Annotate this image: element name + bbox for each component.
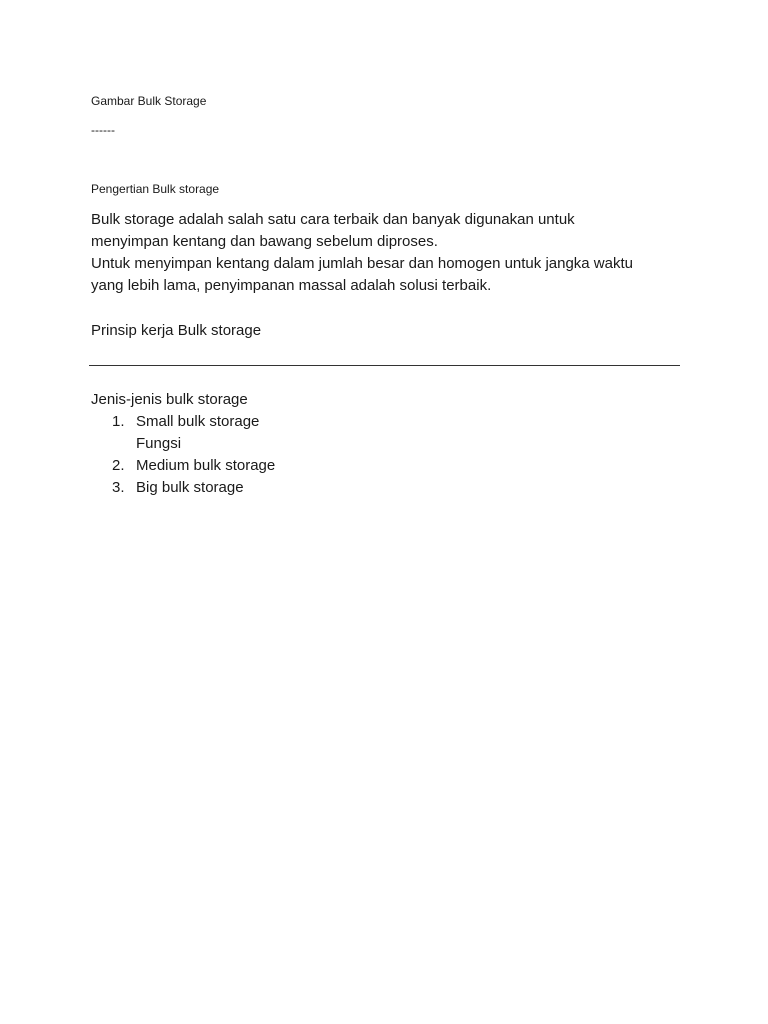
paragraph-line: yang lebih lama, penyimpanan massal adalah solusi terbaik. <box>91 277 492 294</box>
paragraph-line: Bulk storage adalah salah satu cara terbaik dan banyak digunakan untuk <box>91 211 575 228</box>
list-item <box>91 477 691 499</box>
heading-prinsip: Prinsip kerja Bulk storage <box>91 322 262 339</box>
list-number: 2. <box>112 457 125 474</box>
horizontal-rule <box>89 365 680 366</box>
jenis-list <box>91 389 691 499</box>
paragraph-pengertian <box>91 209 691 297</box>
dashes-separator: ------ <box>91 123 115 137</box>
list-item-text: Small bulk storage <box>136 413 260 430</box>
list-item <box>91 433 691 455</box>
paragraph-line: Untuk menyimpan kentang dalam jumlah besar dan homogen untuk jangka waktu <box>91 255 633 272</box>
list-item <box>91 411 691 433</box>
list-number: 1. <box>112 413 125 430</box>
jenis-title: Jenis-jenis bulk storage <box>91 391 248 408</box>
list-item <box>91 455 691 477</box>
list-item-text: Fungsi <box>136 435 182 452</box>
list-item-text: Medium bulk storage <box>136 457 276 474</box>
paragraph-line: menyimpan kentang dan bawang sebelum diproses. <box>91 233 438 250</box>
list-title <box>91 389 691 411</box>
list-item-text: Big bulk storage <box>136 479 244 496</box>
heading-pengertian: Pengertian Bulk storage <box>91 182 220 196</box>
list-number: 3. <box>112 479 125 496</box>
heading-gambar: Gambar Bulk Storage <box>91 94 207 108</box>
